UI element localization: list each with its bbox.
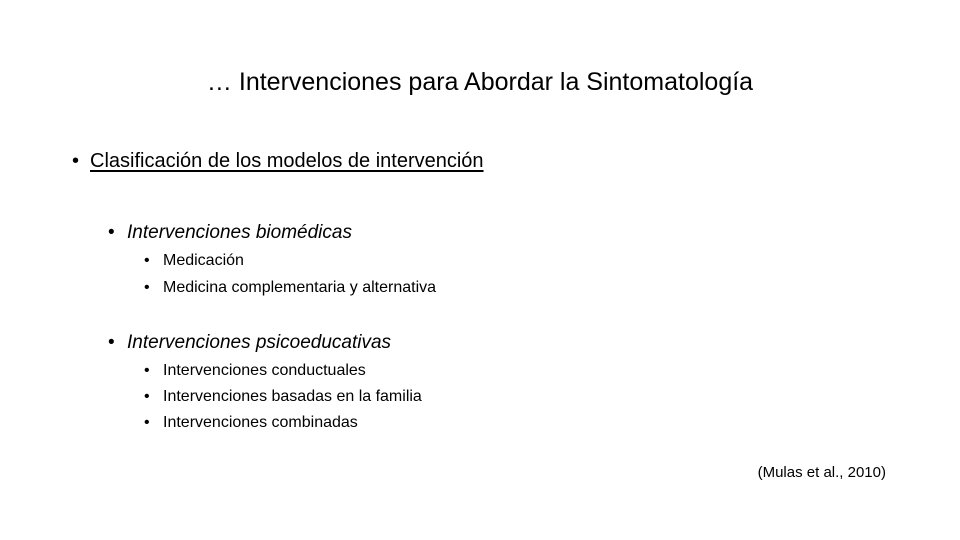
list-item — [144, 410, 358, 436]
list-item — [144, 358, 366, 384]
slide-title: … Intervenciones para Abordar la Sintomatología — [206, 68, 754, 96]
list-item — [144, 275, 436, 301]
main-bullet — [72, 146, 484, 176]
list-item-text: Intervenciones basadas en la familia — [163, 388, 422, 405]
bullet-marker: • — [144, 388, 150, 405]
list-item-text: Medicina complementaria y alternativa — [163, 279, 437, 296]
group-psychoeducational — [108, 330, 391, 356]
list-item — [144, 384, 422, 410]
main-bullet-text: Clasificación de los modelos de intervención — [90, 150, 484, 172]
list-item-text: Intervenciones conductuales — [163, 362, 366, 379]
bullet-marker: • — [144, 362, 150, 379]
citation: (Mulas et al., 2010) — [757, 464, 886, 481]
bullet-marker: • — [144, 279, 150, 296]
group-biomedical — [108, 220, 352, 246]
bullet-marker: • — [108, 222, 115, 243]
list-item-text: Intervenciones combinadas — [163, 414, 358, 431]
group-label: Intervenciones psicoeducativas — [127, 332, 392, 353]
bullet-marker: • — [144, 414, 150, 431]
bullet-marker: • — [144, 252, 150, 269]
bullet-marker: • — [72, 150, 80, 172]
bullet-marker: • — [108, 332, 115, 353]
group-label: Intervenciones biomédicas — [127, 222, 352, 243]
list-item-text: Medicación — [163, 252, 244, 269]
list-item — [144, 248, 244, 274]
